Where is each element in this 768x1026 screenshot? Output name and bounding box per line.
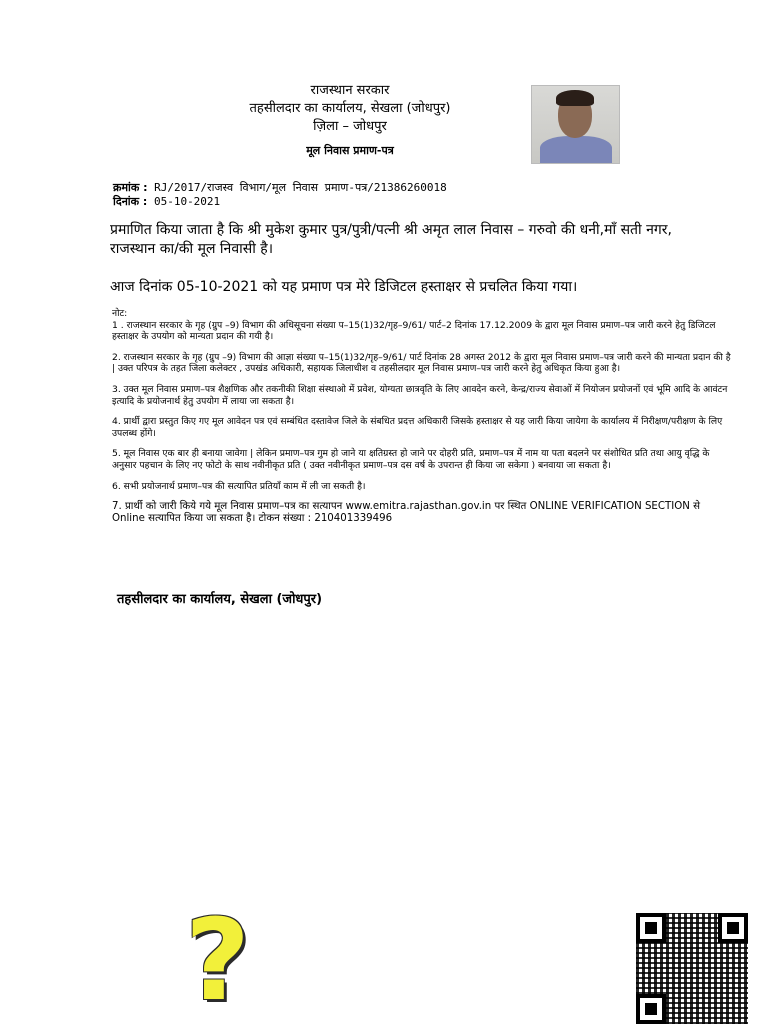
certificate-header	[200, 82, 500, 160]
notes-section	[112, 308, 732, 535]
district-title: ज़िला – जोधपुर	[313, 119, 387, 134]
certificate-date-label: दिनांक :	[113, 195, 148, 208]
note-item: 6. सभी प्रयोजनार्थ प्रमाण–पत्र की सत्यापित प्रतियाँ काम में ली जा सकती है।	[112, 480, 366, 492]
certification-statement: प्रमाणित किया जाता है कि श्री मुकेश कुमार पुत्र/पुत्री/पत्नी श्री अमृत लाल निवास – गरुवो की धनी,माँ सती नगर, राजस्थान का/की मूल निवासी है।	[110, 222, 672, 257]
qr-finder-bottom-left	[636, 994, 666, 1024]
qr-finder-top-right	[718, 913, 748, 943]
certificate-number-label: क्रमांक :	[113, 181, 148, 194]
government-title: राजस्थान सरकार	[310, 83, 390, 98]
issuing-office: तहसीलदार का कार्यालय, सेखला (जोधपुर)	[117, 592, 323, 607]
note-item: 3. उक्त मूल निवास प्रमाण–पत्र शैक्षणिक और तकनीकी शिक्षा संस्थाओ में प्रवेश, योग्यता छात्रवृति के लिए आवदेन करने, केन्द्र/राज्य सेवाओं में नियोजन प्रयोजनों एवं भूमि आदि के आवंटन इत्यादि के प्रयोजनार्थ हेतु उपयोग में लाया जा सकता है।	[112, 383, 728, 407]
certificate-meta	[113, 181, 447, 209]
certificate-number-value: RJ/2017/राजस्व विभाग/मूल निवास प्रमाण-पत्र/21386260018	[147, 181, 447, 194]
certificate-title: मूल निवास प्रमाण-पत्र	[306, 144, 394, 157]
issue-statement: आज दिनांक 05-10-2021 को यह प्रमाण पत्र मेरे डिजिटल हस्ताक्षर से प्रचलित किया गया।	[110, 279, 578, 295]
certificate-number-row	[113, 181, 447, 195]
question-mark-icon: ?	[185, 896, 250, 1026]
office-title: तहसीलदार का कार्यालय, सेखला (जोधपुर)	[249, 101, 451, 116]
photo-shirt	[540, 136, 612, 164]
certificate-date-value: 05-10-2021	[147, 195, 221, 208]
qr-finder-top-left	[636, 913, 666, 943]
certificate-date-row	[113, 195, 447, 209]
notes-title: नोट:	[112, 308, 128, 319]
note-item: 4. प्रार्थी द्वारा प्रस्तुत किए गए मूल आवेदन पत्र एवं सम्बंधित दस्तावेज जिले के संबधित प्रदत्त अधिकारी जिसके हस्ताक्षर से यह जारी किया जायेगा के कार्यालय में निरीक्षण/परीक्षण के लिए उपलब्ध होंगे।	[112, 416, 723, 439]
applicant-photo	[531, 85, 620, 164]
qr-code[interactable]	[636, 913, 748, 1024]
note-item-verification: 7. प्रार्थी को जारी किये गये मूल निवास प्रमाण–पत्र का सत्यापन www.emitra.rajasthan.gov.in पर स्थित ONLINE VERIFICATION SECTION से Online सत्यापित किया जा सकता है। टोकन संख्या : 210401339496	[112, 501, 700, 525]
note-item: 5. मूल निवास एक बार ही बनाया जावेगा | लेकिन प्रमाण–पत्र गुम हो जाने या क्षतिग्रस्त हो जाने पर दोहरी प्रति, प्रमाण–पत्र में नाम या पता बदलने पर संशोधित प्रति तथा आयु वृद्धि के अनुसार पहचान के लिए नए फोटो के साथ नवीनीकृत प्रति ( उक्त नवीनीकृत प्रमाण–पत्र दस वर्ष के उपरान्त ही किया जा सकेगा ) बनवाया जा सकता है।	[112, 448, 710, 471]
note-item: 1 . राजस्थान सरकार के गृह (ग्रुप –9) विभाग की अधिसूचना संख्या प–15(1)32/गृह–9/61/ पार्ट–2 दिनांक 17.12.2009 के द्वारा मूल निवास प्रमाण–पत्र जारी करने हेतु डिजिटल हस्ताक्षर के उपयोग को मान्यता प्रदान की गयी है।	[112, 319, 716, 343]
note-item: 2. राजस्थान सरकार के गृह (ग्रुप –9) विभाग की आज्ञा संख्या प–15(1)32/गृह–9/61/ पार्ट दिनांक 28 अगस्त 2012 के द्वारा मूल निवास प्रमाण–पत्र जारी करने की मान्यता प्रदान की है | उक्त परिपत्र के तहत जिला कलेक्टर , उपखंड अधिकारी, सहायक जिलाधीश व तहसीलदार मूल निवास प्रमाण–पत्र जारी करने हेतु अधिकृत किया हुआ है।	[112, 351, 731, 375]
photo-hair	[556, 90, 594, 106]
